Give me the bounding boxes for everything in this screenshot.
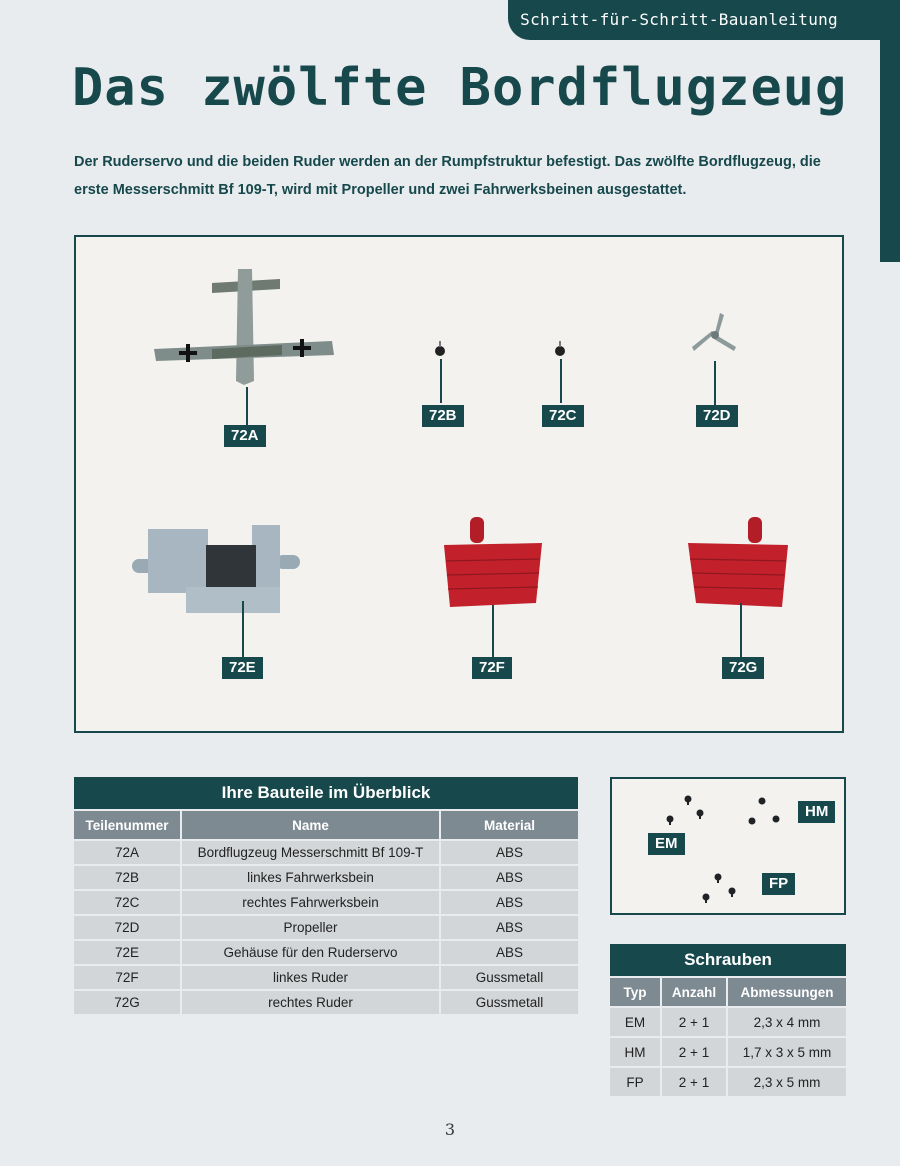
cell-name: Propeller bbox=[182, 916, 439, 939]
parts-table-header bbox=[74, 811, 578, 839]
cell-type: HM bbox=[610, 1038, 660, 1066]
cell-dimensions: 2,3 x 5 mm bbox=[728, 1068, 846, 1096]
cell-part-number: 72F bbox=[74, 966, 180, 989]
intro-text: Der Ruderservo und die beiden Ruder werden an der Rumpfstruktur befestigt. Das zwölfte Bordflugzeug, die erste Messerschmitt Bf 109-T, wird mit Propeller und zwei Fahrwerksbeinen ausgestattet. bbox=[74, 154, 821, 198]
cell-material: ABS bbox=[441, 916, 578, 939]
screws-overview bbox=[610, 944, 846, 1098]
cell-name: linkes Fahrwerksbein bbox=[182, 866, 439, 889]
col-header-part-number: Teilenummer bbox=[74, 811, 180, 839]
cell-material: ABS bbox=[441, 941, 578, 964]
parts-table-title: Ihre Bauteile im Überblick bbox=[74, 777, 578, 809]
table-row bbox=[610, 1068, 846, 1096]
rudder-right-image bbox=[686, 517, 796, 607]
side-accent-bar bbox=[880, 40, 900, 262]
leader-72c bbox=[560, 359, 562, 403]
label-72a: 72A bbox=[224, 425, 266, 447]
label-72g: 72G bbox=[722, 657, 764, 679]
table-row bbox=[74, 866, 578, 889]
cell-dimensions: 2,3 x 4 mm bbox=[728, 1008, 846, 1036]
leader-72e bbox=[242, 601, 244, 657]
label-72c: 72C bbox=[542, 405, 584, 427]
cell-part-number: 72E bbox=[74, 941, 180, 964]
cell-count: 2 + 1 bbox=[662, 1038, 726, 1066]
leader-72d bbox=[714, 361, 716, 405]
cell-part-number: 72D bbox=[74, 916, 180, 939]
table-row bbox=[74, 916, 578, 939]
cell-material: ABS bbox=[441, 841, 578, 864]
cell-material: Gussmetall bbox=[441, 991, 578, 1014]
col-header-material: Material bbox=[441, 811, 578, 839]
table-row bbox=[74, 966, 578, 989]
screws-table-header bbox=[610, 978, 846, 1006]
screws-table bbox=[608, 976, 848, 1098]
screws-photo bbox=[610, 777, 846, 915]
table-row bbox=[610, 1008, 846, 1036]
cell-name: linkes Ruder bbox=[182, 966, 439, 989]
col-header-dimensions: Abmessungen bbox=[728, 978, 846, 1006]
cell-name: Bordflugzeug Messerschmitt Bf 109-T bbox=[182, 841, 439, 864]
cell-name: Gehäuse für den Ruderservo bbox=[182, 941, 439, 964]
page-number: 3 bbox=[444, 1120, 456, 1139]
header-tab bbox=[508, 0, 900, 40]
label-72e: 72E bbox=[222, 657, 263, 679]
cell-material: ABS bbox=[441, 866, 578, 889]
cell-type: FP bbox=[610, 1068, 660, 1096]
cell-dimensions: 1,7 x 3 x 5 mm bbox=[728, 1038, 846, 1066]
screw-label-em: EM bbox=[648, 833, 685, 855]
leader-72b bbox=[440, 359, 442, 403]
landing-gear-right-image bbox=[554, 341, 566, 357]
parts-photo bbox=[74, 235, 844, 733]
landing-gear-left-image bbox=[434, 341, 446, 357]
leader-72a bbox=[246, 387, 248, 425]
servo-housing-image bbox=[132, 523, 302, 615]
leader-72f bbox=[492, 605, 494, 657]
screw-label-fp: FP bbox=[762, 873, 795, 895]
label-72d: 72D bbox=[696, 405, 738, 427]
label-72f: 72F bbox=[472, 657, 512, 679]
cell-part-number: 72G bbox=[74, 991, 180, 1014]
table-row bbox=[610, 1038, 846, 1066]
cell-type: EM bbox=[610, 1008, 660, 1036]
screw-label-hm: HM bbox=[798, 801, 835, 823]
label-72b: 72B bbox=[422, 405, 464, 427]
col-header-count: Anzahl bbox=[662, 978, 726, 1006]
cell-material: Gussmetall bbox=[441, 966, 578, 989]
parts-overview bbox=[74, 777, 578, 1016]
cell-count: 2 + 1 bbox=[662, 1008, 726, 1036]
propeller-image bbox=[690, 311, 740, 357]
parts-table bbox=[72, 809, 580, 1016]
col-header-name: Name bbox=[182, 811, 439, 839]
page-title: Das zwölfte Bordflugzeug bbox=[72, 58, 848, 118]
cell-part-number: 72A bbox=[74, 841, 180, 864]
screws-image bbox=[612, 779, 844, 913]
cell-count: 2 + 1 bbox=[662, 1068, 726, 1096]
cell-part-number: 72B bbox=[74, 866, 180, 889]
cell-name: rechtes Fahrwerksbein bbox=[182, 891, 439, 914]
table-row bbox=[74, 991, 578, 1014]
table-row bbox=[74, 841, 578, 864]
leader-72g bbox=[740, 603, 742, 657]
cell-part-number: 72C bbox=[74, 891, 180, 914]
cell-name: rechtes Ruder bbox=[182, 991, 439, 1014]
table-row bbox=[74, 941, 578, 964]
table-row bbox=[74, 891, 578, 914]
section-title: Schritt-für-Schritt-Bauanleitung bbox=[520, 10, 838, 29]
rudder-left-image bbox=[436, 517, 546, 607]
cell-material: ABS bbox=[441, 891, 578, 914]
col-header-type: Typ bbox=[610, 978, 660, 1006]
screws-table-title: Schrauben bbox=[610, 944, 846, 976]
airplane-image bbox=[152, 261, 336, 385]
